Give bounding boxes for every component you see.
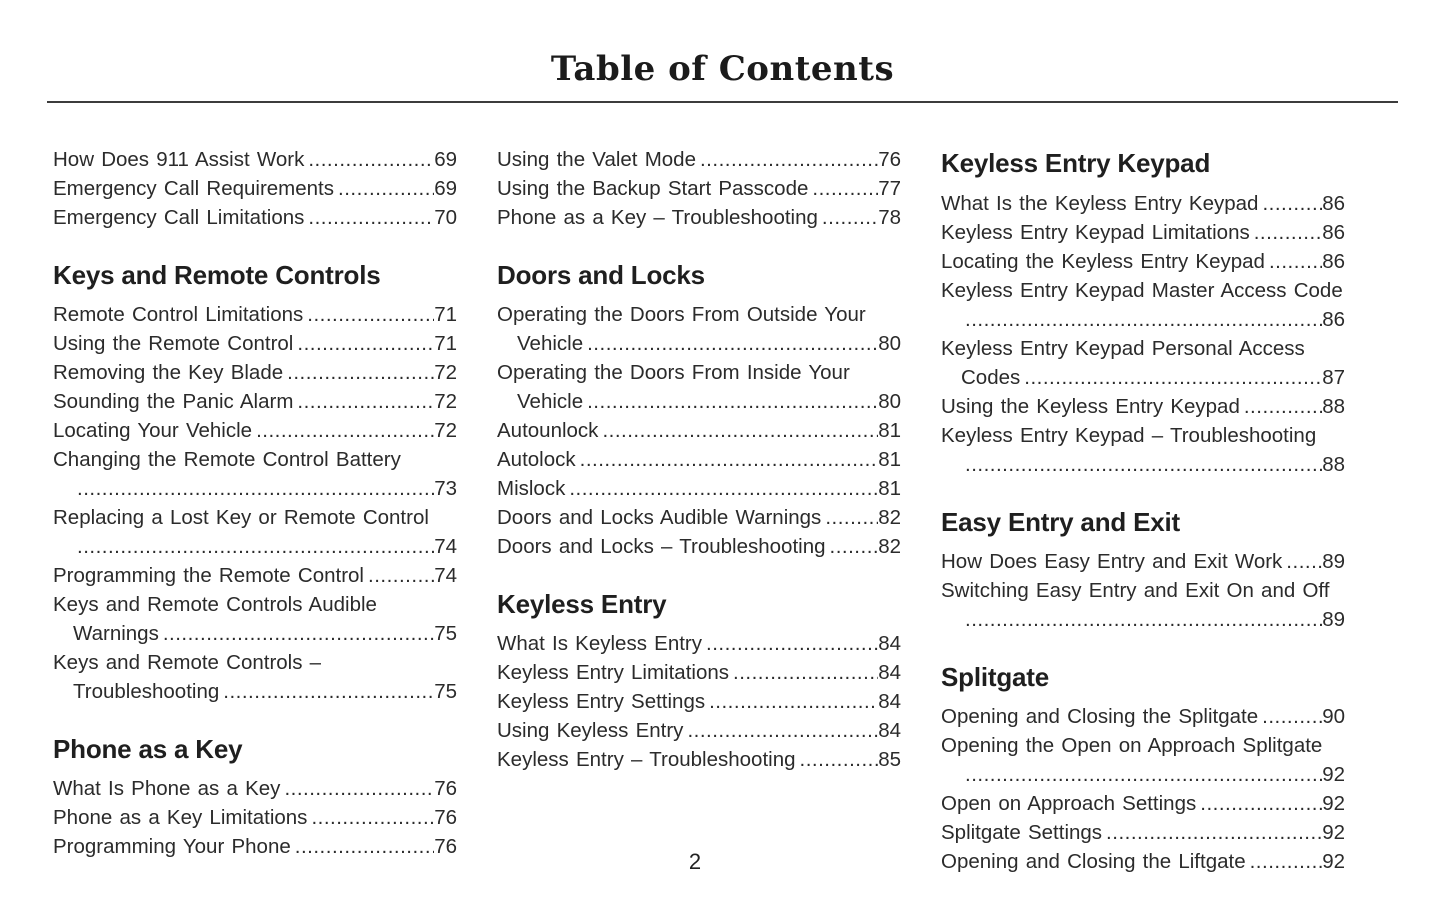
toc-page-number: 81: [878, 477, 901, 500]
toc-entry-row: [497, 445, 901, 474]
toc-entry-title: Keys and Remote Controls Audible: [53, 593, 377, 616]
dot-leader: [297, 387, 434, 416]
toc-page-number: 87: [1322, 366, 1345, 389]
toc-entry-row: [497, 629, 901, 658]
toc-page-number: 81: [878, 448, 901, 471]
toc-entry: [941, 818, 1345, 847]
toc-entry: [53, 648, 457, 706]
dot-leader: [965, 760, 1322, 789]
toc-entry-title: Doors and Locks Audible Warnings: [497, 506, 822, 529]
dot-leader: [1262, 702, 1322, 731]
section-heading: Splitgate: [941, 662, 1049, 692]
toc-page-number: 78: [878, 206, 901, 229]
toc-page-number: 84: [878, 719, 901, 742]
toc-page-number: 74: [434, 535, 457, 558]
toc-entry: [53, 145, 457, 174]
toc-entry: [941, 189, 1345, 218]
toc-page-number: 72: [434, 361, 457, 384]
toc-entry-row: [53, 174, 457, 203]
toc-entry-title-continued: Vehicle: [517, 390, 584, 413]
toc-entry-title: Removing the Key Blade: [53, 361, 284, 384]
toc-page-number: 77: [878, 177, 901, 200]
toc-page-number: 73: [434, 477, 457, 500]
toc-column-3: [941, 145, 1345, 876]
toc-entry-title: Keyless Entry Keypad Personal Access: [941, 337, 1305, 360]
toc-entry-title: Keyless Entry Settings: [497, 690, 706, 713]
toc-page-number: 76: [434, 806, 457, 829]
toc-entry-continuation: [941, 605, 1345, 634]
toc-entry-row: [941, 789, 1345, 818]
dot-leader: [822, 203, 878, 232]
toc-entry-row: [53, 803, 457, 832]
dot-leader: [709, 687, 878, 716]
toc-entry: [941, 789, 1345, 818]
toc-entry: [53, 358, 457, 387]
toc-entry-title: How Does 911 Assist Work: [53, 148, 305, 171]
dot-leader: [284, 774, 434, 803]
toc-entry-title: Phone as a Key – Troubleshooting: [497, 206, 818, 229]
toc-entry: [53, 590, 457, 648]
toc-entry-title: Keyless Entry Limitations: [497, 661, 730, 684]
toc-entry-title: Using the Valet Mode: [497, 148, 696, 171]
toc-entry-title-continued: Codes: [961, 366, 1021, 389]
dot-leader: [287, 358, 434, 387]
toc-page-number: 92: [1322, 821, 1345, 844]
toc-page-number: 92: [1322, 763, 1345, 786]
toc-entry-continuation: [53, 619, 457, 648]
toc-entry-row: [497, 687, 901, 716]
toc-entry: [497, 300, 901, 358]
toc-entry: [53, 503, 457, 561]
toc-page-number: 76: [434, 777, 457, 800]
toc-page-number: 76: [878, 148, 901, 171]
toc-entry-row: [53, 416, 457, 445]
toc-page-number: 71: [434, 303, 457, 326]
toc-page-number: 82: [878, 535, 901, 558]
toc-entry-title: How Does Easy Entry and Exit Work: [941, 550, 1283, 573]
toc-entry-title: Changing the Remote Control Battery: [53, 448, 401, 471]
dot-leader: [307, 300, 434, 329]
toc-page-number: 70: [434, 206, 457, 229]
toc-entry-row: [53, 300, 457, 329]
page-title: Table of Contents: [550, 49, 895, 89]
toc-entry: [497, 658, 901, 687]
toc-page-number: 86: [1322, 308, 1345, 331]
toc-page-number: 74: [434, 564, 457, 587]
toc-entry-title: Phone as a Key Limitations: [53, 806, 308, 829]
toc-entry: [497, 532, 901, 561]
toc-entry-row: [53, 329, 457, 358]
toc-entry-title-continued: Warnings: [73, 622, 159, 645]
toc-entry: [497, 445, 901, 474]
toc-entry-title: Keyless Entry Keypad Limitations: [941, 221, 1250, 244]
toc-page-number: 86: [1322, 250, 1345, 273]
toc-entry-continuation: [941, 305, 1345, 334]
toc-entry: [941, 421, 1345, 479]
toc-entry: [497, 358, 901, 416]
dot-leader: [965, 605, 1322, 634]
toc-entry-title: Opening and Closing the Splitgate: [941, 705, 1259, 728]
toc-entry-row: [53, 387, 457, 416]
toc-entry: [941, 218, 1345, 247]
toc-entry: [53, 203, 457, 232]
toc-entry-row: [941, 392, 1345, 421]
toc-entry: [497, 203, 901, 232]
toc-entry-row: [497, 716, 901, 745]
toc-entry-continuation: [53, 677, 457, 706]
toc-entry: [497, 629, 901, 658]
toc-entry-title-continued: Vehicle: [517, 332, 584, 355]
toc-entry-title: Autounlock: [497, 419, 599, 442]
toc-entry-title: Mislock: [497, 477, 566, 500]
footer-page-number: 2: [688, 849, 702, 874]
dot-leader: [1286, 547, 1322, 576]
toc-entry: [53, 561, 457, 590]
toc-page-number: 80: [878, 332, 901, 355]
toc-entry-continuation: [497, 329, 901, 358]
toc-entry-title: Operating the Doors From Outside Your: [497, 303, 866, 326]
dot-leader: [733, 658, 878, 687]
toc-page-number: 84: [878, 632, 901, 655]
toc-page-number: 89: [1322, 550, 1345, 573]
toc-entry: [53, 803, 457, 832]
toc-entry-title: Autolock: [497, 448, 576, 471]
toc-entry-row: [497, 745, 901, 774]
dot-leader: [77, 532, 434, 561]
toc-page-number: 88: [1322, 453, 1345, 476]
dot-leader: [1024, 363, 1322, 392]
dot-leader: [569, 474, 878, 503]
dot-leader: [706, 629, 878, 658]
toc-entry-row: [941, 818, 1345, 847]
dot-leader: [1269, 247, 1322, 276]
toc-entry: [497, 145, 901, 174]
dot-leader: [812, 174, 878, 203]
toc-entry-row: [497, 532, 901, 561]
toc-page-number: 92: [1322, 850, 1345, 873]
section-heading: Keyless Entry: [497, 589, 667, 619]
toc-entry-title: Keyless Entry – Troubleshooting: [497, 748, 796, 771]
toc-entry-row: [53, 358, 457, 387]
toc-entry-title: Programming the Remote Control: [53, 564, 364, 587]
section-heading: Easy Entry and Exit: [941, 507, 1180, 537]
toc-entry-title: Opening the Open on Approach Splitgate: [941, 734, 1323, 757]
toc-entry-title: Switching Easy Entry and Exit On and Off: [941, 579, 1330, 602]
toc-page-number: 72: [434, 390, 457, 413]
toc-entry-row: [941, 247, 1345, 276]
dot-leader: [700, 145, 878, 174]
dot-leader: [587, 387, 878, 416]
toc-entry-title: Doors and Locks – Troubleshooting: [497, 535, 826, 558]
toc-entry-title: Keyless Entry Keypad – Troubleshooting: [941, 424, 1317, 447]
section-heading: Doors and Locks: [497, 260, 705, 290]
section-heading: Keys and Remote Controls: [53, 260, 381, 290]
toc-page-number: 72: [434, 419, 457, 442]
dot-leader: [308, 203, 434, 232]
toc-entry-title: Using the Backup Start Passcode: [497, 177, 809, 200]
dot-leader: [77, 474, 434, 503]
toc-entry-continuation: [941, 760, 1345, 789]
toc-entry-continuation: [53, 532, 457, 561]
toc-entry: [53, 174, 457, 203]
toc-entry-row: [941, 702, 1345, 731]
toc-column-1: [53, 145, 457, 876]
toc-entry-title: What Is the Keyless Entry Keypad: [941, 192, 1259, 215]
dot-leader: [368, 561, 434, 590]
toc-entry: [941, 392, 1345, 421]
toc-entry-row: [53, 145, 457, 174]
toc-entry-row: [497, 658, 901, 687]
toc-entry-row: [497, 416, 901, 445]
toc-page-number: 81: [878, 419, 901, 442]
toc-entry-title: Keys and Remote Controls –: [53, 651, 322, 674]
toc-entry: [53, 445, 457, 503]
dot-leader: [1200, 789, 1322, 818]
toc-entry: [941, 731, 1345, 789]
toc-entry: [497, 174, 901, 203]
toc-page-number: 80: [878, 390, 901, 413]
toc-entry: [53, 387, 457, 416]
toc-entry-title: Opening and Closing the Liftgate: [941, 850, 1246, 873]
toc-page-number: 69: [434, 177, 457, 200]
toc-page-number: 92: [1322, 792, 1345, 815]
toc-entry-title: Remote Control Limitations: [53, 303, 304, 326]
toc-columns: [0, 103, 1445, 876]
toc-entry-title: Emergency Call Limitations: [53, 206, 305, 229]
toc-entry-title: Replacing a Lost Key or Remote Control: [53, 506, 429, 529]
dot-leader: [965, 450, 1322, 479]
dot-leader: [830, 532, 879, 561]
toc-entry: [497, 687, 901, 716]
toc-entry: [497, 745, 901, 774]
dot-leader: [602, 416, 878, 445]
toc-page-number: 84: [878, 690, 901, 713]
toc-entry-row: [497, 474, 901, 503]
toc-entry: [497, 503, 901, 532]
toc-entry-row: [497, 203, 901, 232]
toc-entry-title: Locating Your Vehicle: [53, 419, 253, 442]
toc-page-number: 90: [1322, 705, 1345, 728]
toc-entry-row: [53, 561, 457, 590]
toc-entry-title: Operating the Doors From Inside Your: [497, 361, 850, 384]
toc-entry-continuation: [941, 450, 1345, 479]
toc-page-number: 84: [878, 661, 901, 684]
toc-entry-title: What Is Phone as a Key: [53, 777, 281, 800]
dot-leader: [256, 416, 434, 445]
toc-page-number: 71: [434, 332, 457, 355]
toc-entry: [941, 702, 1345, 731]
toc-entry: [497, 416, 901, 445]
section-heading: Phone as a Key: [53, 734, 243, 764]
toc-entry-title: Using the Keyless Entry Keypad: [941, 395, 1240, 418]
toc-entry: [53, 300, 457, 329]
toc-entry: [497, 716, 901, 745]
dot-leader: [311, 803, 434, 832]
toc-page-number: 85: [878, 748, 901, 771]
toc-entry-title: What Is Keyless Entry: [497, 632, 703, 655]
dot-leader: [825, 503, 878, 532]
toc-entry-title: Emergency Call Requirements: [53, 177, 335, 200]
toc-page-number: 69: [434, 148, 457, 171]
toc-entry: [941, 247, 1345, 276]
toc-entry-row: [941, 547, 1345, 576]
toc-page-number: 86: [1322, 192, 1345, 215]
toc-entry-continuation: [53, 474, 457, 503]
dot-leader: [308, 145, 434, 174]
dot-leader: [1244, 392, 1322, 421]
toc-page-number: 82: [878, 506, 901, 529]
toc-entry-title: Sounding the Panic Alarm: [53, 390, 294, 413]
toc-entry-continuation: [941, 363, 1345, 392]
toc-entry-row: [53, 774, 457, 803]
toc-entry: [941, 276, 1345, 334]
dot-leader: [580, 445, 879, 474]
dot-leader: [587, 329, 878, 358]
toc-column-2: [497, 145, 901, 876]
dot-leader: [800, 745, 879, 774]
dot-leader: [163, 619, 434, 648]
section-heading: Keyless Entry Keypad: [941, 148, 1211, 178]
toc-entry-title: Using Keyless Entry: [497, 719, 684, 742]
toc-entry-title: Splitgate Settings: [941, 821, 1103, 844]
toc-page-number: 75: [434, 680, 457, 703]
dot-leader: [687, 716, 878, 745]
toc-entry-row: [497, 503, 901, 532]
toc-entry-row: [941, 218, 1345, 247]
toc-entry-row: [53, 203, 457, 232]
toc-entry: [941, 547, 1345, 576]
dot-leader: [223, 677, 434, 706]
toc-entry-title: Programming Your Phone: [53, 835, 291, 858]
toc-entry-row: [941, 189, 1345, 218]
toc-entry-continuation: [497, 387, 901, 416]
toc-page-number: 86: [1322, 221, 1345, 244]
toc-entry-row: [497, 145, 901, 174]
dot-leader: [1262, 189, 1322, 218]
toc-entry-row: [497, 174, 901, 203]
dot-leader: [1254, 218, 1322, 247]
toc-entry: [941, 576, 1345, 634]
toc-entry-title-continued: Troubleshooting: [73, 680, 220, 703]
dot-leader: [965, 305, 1322, 334]
toc-entry: [497, 474, 901, 503]
toc-entry-title: Using the Remote Control: [53, 332, 294, 355]
toc-page-number: 75: [434, 622, 457, 645]
toc-page-number: 88: [1322, 395, 1345, 418]
toc-entry-title: Locating the Keyless Entry Keypad: [941, 250, 1265, 273]
toc-entry-title: Keyless Entry Keypad Master Access Code: [941, 279, 1343, 302]
toc-entry-title: Open on Approach Settings: [941, 792, 1197, 815]
toc-entry: [941, 334, 1345, 392]
toc-page-number: 76: [434, 835, 457, 858]
dot-leader: [297, 329, 434, 358]
toc-page-number: 89: [1322, 608, 1345, 631]
dot-leader: [338, 174, 434, 203]
toc-entry: [53, 329, 457, 358]
toc-entry: [53, 774, 457, 803]
dot-leader: [1106, 818, 1322, 847]
toc-entry: [53, 416, 457, 445]
